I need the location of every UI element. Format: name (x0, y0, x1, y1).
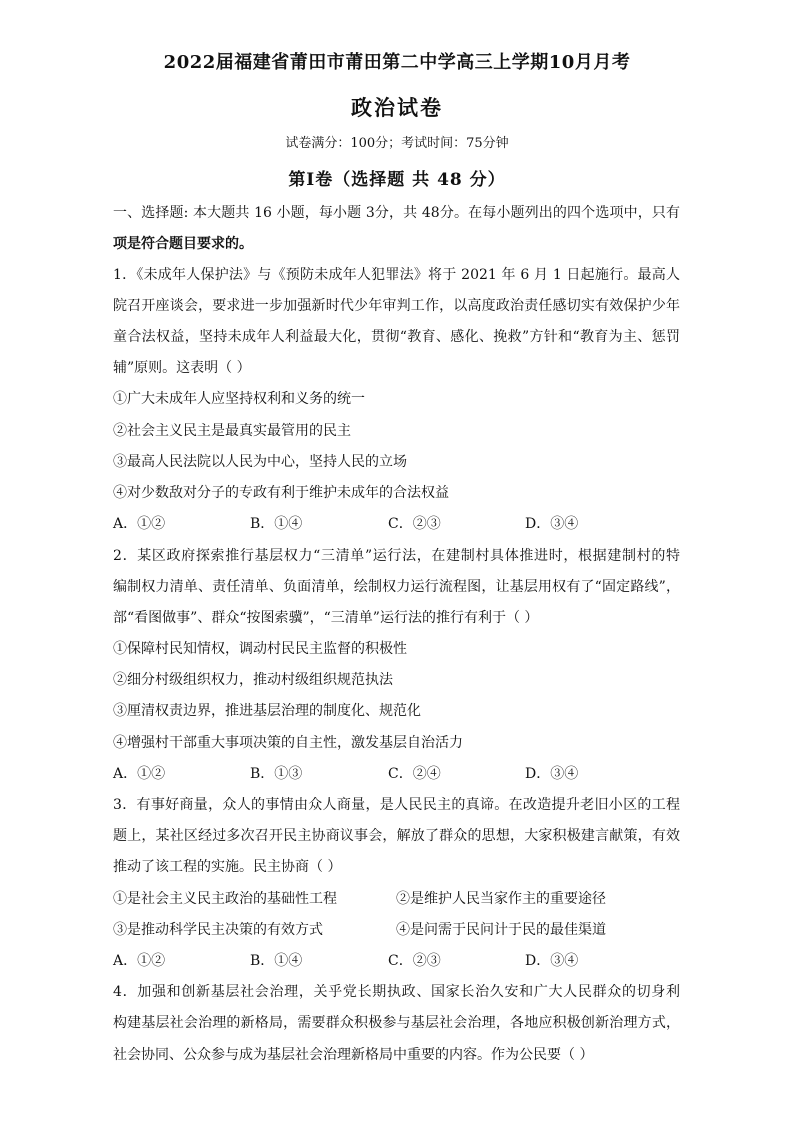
option-a[interactable]: A．①② (113, 766, 166, 782)
question-4-stem: 4．加强和创新基层社会治理，关乎党长期执政、国家长治久安和广大人民群众的切身利 (113, 984, 680, 1000)
question-3-stem: 3．有事好商量，众人的事情由众人商量，是人民民主的真谛。在改造提升老旧小区的工程 (113, 797, 680, 813)
question-2-statement: ①保障村民知情权，调动村民民主监督的积极性 (113, 641, 407, 657)
option-c[interactable]: C．②③ (388, 516, 441, 532)
question-3-statement-row (113, 920, 680, 940)
option-b[interactable]: B．①④ (250, 953, 303, 969)
option-b[interactable]: B．①④ (250, 516, 303, 532)
option-d[interactable]: D．③④ (525, 766, 579, 782)
question-1-options (113, 514, 680, 534)
instruction-line: 一、选择题: 本大题共 16 小题，每小题 3分，共 48分。在每小题列出的四个选项中，只有 (113, 205, 680, 221)
question-2-stem: 部“看图做事”、群众“按图索骥”，“三清单”运行法的推行有利于（ ） (113, 610, 539, 626)
question-3-statement: ②是维护人民当家作主的重要途径 (396, 891, 606, 907)
instruction-line: 项是符合题目要求的。 (113, 236, 253, 252)
question-2-stem: 编制权力清单、责任清单、负面清单，绘制权力运行流程图，让基层用权有了“固定路线”， (113, 579, 680, 595)
question-1-stem: 辅”原则。这表明（ ） (113, 360, 251, 376)
question-3-statement: ③是推动科学民主决策的有效方式 (113, 922, 323, 938)
question-1-statement: ③最高人民法院以人民为中心，坚持人民的立场 (113, 454, 407, 470)
question-3-statement: ①是社会主义民主政治的基础性工程 (113, 891, 337, 907)
question-1-statement: ①广大未成年人应坚持权利和义务的统一 (113, 391, 365, 407)
question-2-statement: ③厘清权责边界，推进基层治理的制度化、规范化 (113, 703, 421, 719)
question-1-stem: 1．《未成年人保护法》与《预防未成年人犯罪法》将于 2021 年 6 月 1 日起施行。最高人 (113, 267, 680, 283)
question-2-statement: ④增强村干部重大事项决策的自主性，激发基层自治活力 (113, 735, 463, 751)
option-a[interactable]: A．①② (113, 953, 166, 969)
option-d[interactable]: D．③④ (525, 516, 579, 532)
question-2-statement: ②细分村级组织权力，推动村级组织规范执法 (113, 672, 393, 688)
question-3-stem: 推动了该工程的实施。民主协商（ ） (113, 859, 342, 875)
question-3-statement: ④是问需于民问计于民的最佳渠道 (396, 922, 606, 938)
question-1-statement: ②社会主义民主是最真实最管用的民主 (113, 423, 351, 439)
section-title: 第Ⅰ卷（选择题 共 48 分） (288, 170, 506, 190)
option-c[interactable]: C．②③ (388, 953, 441, 969)
question-3-statement-row (113, 889, 680, 909)
option-a[interactable]: A．①② (113, 516, 166, 532)
question-1-statement: ④对少数敌对分子的专政有利于维护未成年的合法权益 (113, 485, 449, 501)
question-3-stem: 题上，某社区经过多次召开民主协商议事会，解放了群众的思想，大家积极建言献策，有效 (113, 828, 680, 844)
question-1-stem: 院召开座谈会，要求进一步加强新时代少年审判工作，以高度政治责任感切实有效保护少年 (113, 298, 680, 314)
option-b[interactable]: B．①③ (250, 766, 303, 782)
exam-subject: 政治试卷 (351, 95, 443, 120)
exam-title: 2022届福建省莆田市莆田第二中学高三上学期10月月考 (163, 52, 631, 73)
question-2-options (113, 764, 680, 784)
option-c[interactable]: C．②④ (388, 766, 441, 782)
question-3-options (113, 951, 680, 971)
question-1-stem: 童合法权益，坚持未成年人利益最大化，贯彻“教育、感化、挽救”方针和“教育为主、惩罚 (113, 329, 680, 345)
question-4-stem: 构建基层社会治理的新格局，需要群众积极参与基层社会治理，各地应积极创新治理方式， (113, 1015, 680, 1031)
question-4-stem: 社会协同、公众参与成为基层社会治理新格局中重要的内容。作为公民要（ ） (113, 1047, 594, 1063)
exam-meta: 试卷满分：100分；考试时间：75分钟 (285, 136, 509, 151)
option-d[interactable]: D．③④ (525, 953, 579, 969)
question-2-stem: 2．某区政府探索推行基层权力“三清单”运行法，在建制村具体推进时，根据建制村的特 (113, 548, 680, 564)
